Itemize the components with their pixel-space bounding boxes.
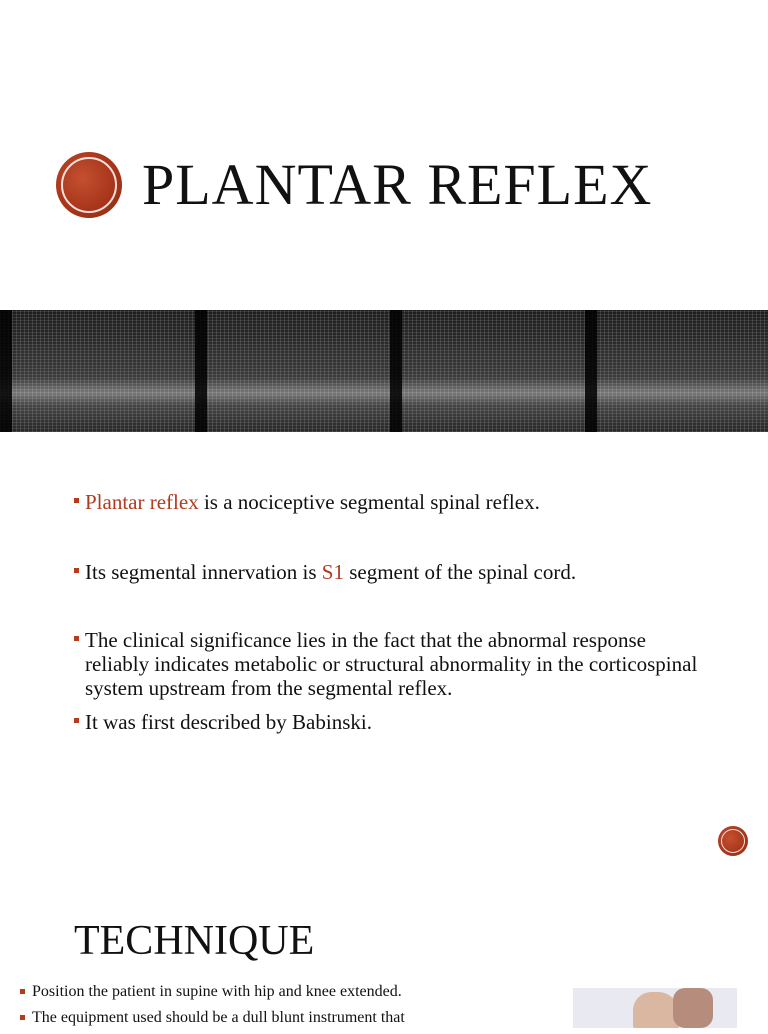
bullet-text: The clinical significance lies in the fact that the abnormal response reliably indicates metabolic or structural abnormality in the corticospinal system upstream from the segmental reflex.: [85, 628, 698, 700]
highlight-s1: S1: [321, 560, 344, 584]
slide-title: TECHNIQUE: [74, 918, 315, 964]
bullet-square-icon: [74, 636, 79, 641]
bullet-item-innervation: [74, 560, 576, 584]
slide-title: PLANTAR REFLEX: [142, 152, 653, 217]
foot-image: [573, 988, 737, 1028]
title-row: [56, 140, 652, 230]
decorative-texture-band: [0, 310, 768, 432]
bullet-square-icon: [74, 498, 79, 503]
bullet-square-icon: [74, 718, 79, 723]
foot-shape: [673, 988, 713, 1028]
bullet-item-definition: [74, 490, 540, 514]
red-circle-bullet-icon: [56, 152, 122, 218]
corner-red-circle-icon: [718, 826, 748, 856]
bullet-text: is a nociceptive segmental spinal reflex.: [198, 490, 540, 514]
bullet-item-babinski: [74, 710, 372, 734]
bullet-item: [20, 1008, 540, 1028]
bullet-item: [20, 982, 540, 1002]
highlight-plantar-reflex: Plantar reflex: [85, 490, 199, 514]
bullet-text-after: segment of the spinal cord.: [343, 560, 577, 584]
bullet-text: It was first described by Babinski.: [85, 710, 372, 734]
slide-technique: [0, 880, 768, 1024]
bullet-square-icon: [74, 568, 79, 573]
bullet-square-icon: [20, 989, 25, 994]
bullet-text-before: Its segmental innervation is: [85, 560, 322, 584]
bullet-text: Position the patient in supine with hip and knee extended.: [32, 983, 402, 1000]
bullet-list: [20, 982, 540, 1034]
bullet-item-significance: [74, 628, 714, 700]
bullet-square-icon: [20, 1015, 25, 1020]
bullet-text: The equipment used should be a dull blunt instrument that: [32, 1009, 405, 1026]
